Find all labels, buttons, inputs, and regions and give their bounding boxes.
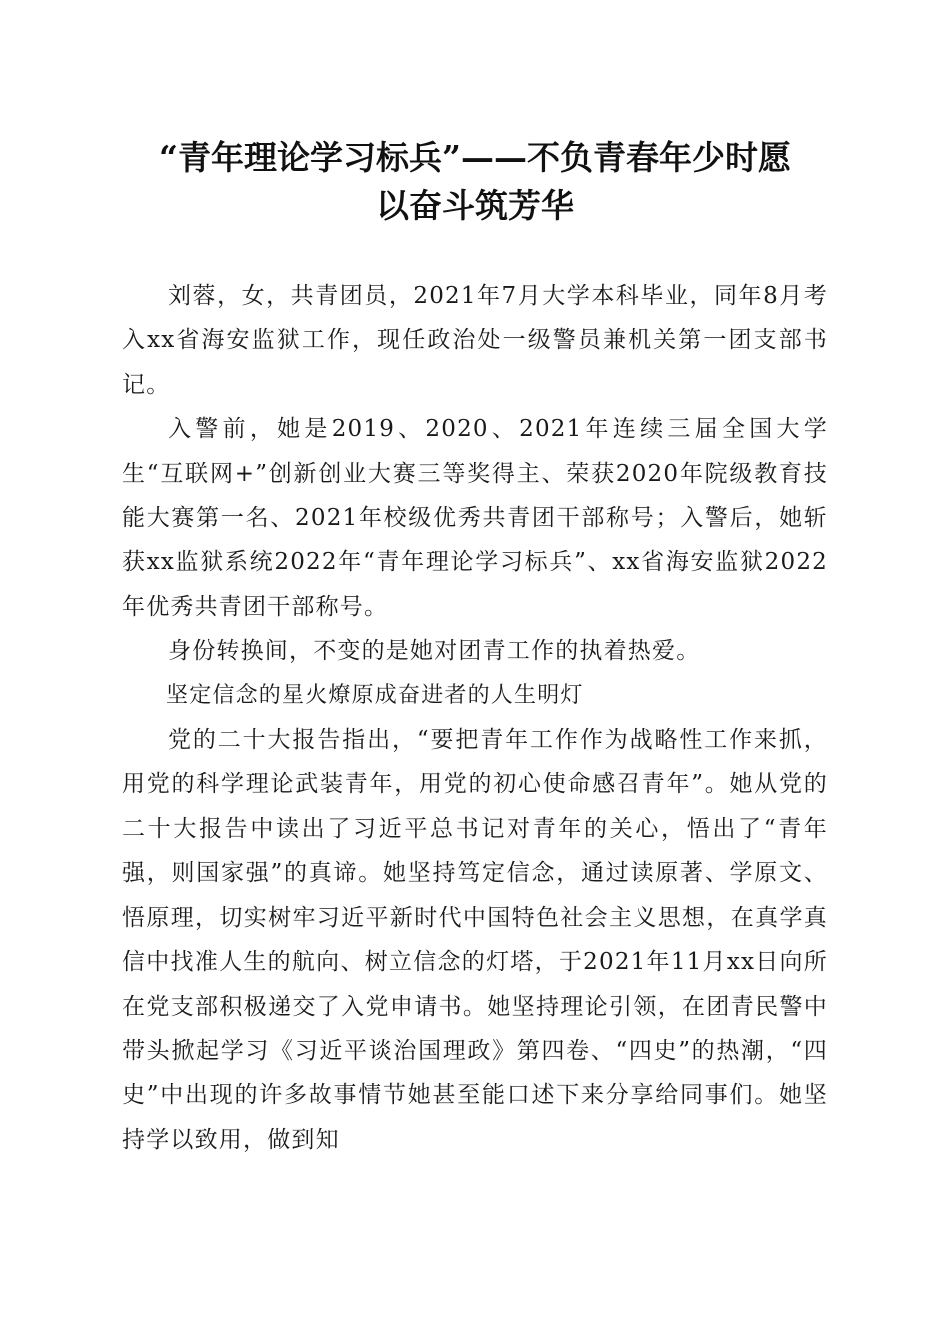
title-line-1: “青年理论学习标兵”——不负青春年少时愿	[159, 138, 791, 177]
section-subheading: 坚定信念的星火燎原成奋进者的人生明灯	[166, 682, 584, 708]
title-line-2: 以奋斗筑芳华	[376, 186, 574, 225]
document-body	[122, 274, 828, 1162]
paragraph-awards: 入警前，她是2019、2020、2021年连续三届全国大学生“互联网+”创新创业大赛三等奖得主、荣获2020年院级教育技能大赛第一名、2021年校级优秀共青团干部称号；入警后，她斩获xx监狱系统2022年“青年理论学习标兵”、xx省海安监狱2022年优秀共青团干部称号。	[122, 416, 828, 620]
document-title	[100, 134, 850, 230]
paragraph-transition: 身份转换间，不变的是她对团青工作的执着热爱。	[168, 638, 701, 665]
paragraph-report: 党的二十大报告指出，“要把青年工作作为战略性工作来抓，用党的科学理论武装青年，用党的初心使命感召青年”。她从党的二十大报告中读出了习近平总书记对青年的关心，悟出了“青年强，则国家强”的真谛。她坚持笃定信念，通过读原著、学原文、悟原理，切实树牢习近平新时代中国特色社会主义思想，在真学真信中找准人生的航向、树立信念的灯塔，于2021年11月xx日向所在党支部积极递交了入党申请书。她坚持理论引领，在团青民警中带头掀起学习《习近平谈治国理政》第四卷、“四史”的热潮，“四史”中出现的许多故事情节她甚至能口述下来分享给同事们。她坚持学以致用，做到知	[122, 727, 828, 1153]
paragraph-profile: 刘蓉，女，共青团员，2021年7月大学本科毕业，同年8月考入xx省海安监狱工作，现任政治处一级警员兼机关第一团支部书记。	[122, 283, 828, 398]
